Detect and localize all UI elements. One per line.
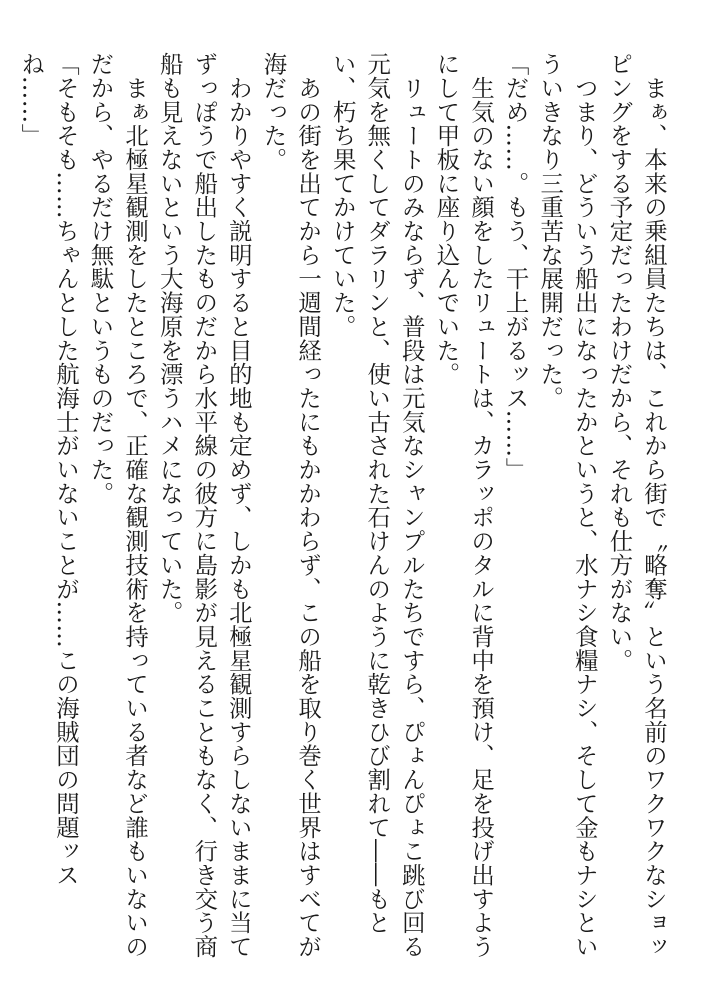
paragraph: まぁ北極星観測をしたところで、正確な観測技術を持っている者など誰もいないのだから、やるだけ無駄というものだった。 xyxy=(86,52,150,959)
paragraph: まぁ、本来の乗組員たちは、これから街で〝略奪〟という名前のワクワクなショッピングをする予定だったわけだから、それも仕方がない。 xyxy=(605,52,668,959)
paragraph: 生気のない顔をしたリュートは、カラッポのタルに背中を預け、足を投げ出すようにして甲板に座り込んでいた。 xyxy=(432,52,496,959)
dialogue-line: 「そもそも……ちゃんとした航海士がいないことが……この海賊団の問題ッスね……」 xyxy=(17,52,80,887)
dialogue-line: 「だめ……。もう、干上がるッス……」 xyxy=(501,52,530,482)
paragraph: つまり、どういう船出になったかというと、水ナシ食糧ナシ、そして金もナシといういきなり三重苦な展開だった。 xyxy=(536,52,599,959)
paragraph: リュートのみならず、普段は元気なシャンプルたちですら、ぴょんぴょこ跳び回る元気を無くしてダラリンと、使い古された石けんのように乾きひび割れて――もとい、朽ち果てかけていた。 xyxy=(328,52,426,959)
vertical-text-body xyxy=(14,52,671,962)
paragraph: わかりやすく説明すると目的地も定めず、しかも北極星観測すらしないままに当てずっぽうで船出したものだから水平線の彼方に島影が見えることもなく、行き交う商船も見えないという大海原を漂うハメになっていた。 xyxy=(155,52,253,959)
paragraph: あの街を出てから一週間経ったにもかかわらず、この船を取り巻く世界はすべてが海だった。 xyxy=(259,52,323,959)
